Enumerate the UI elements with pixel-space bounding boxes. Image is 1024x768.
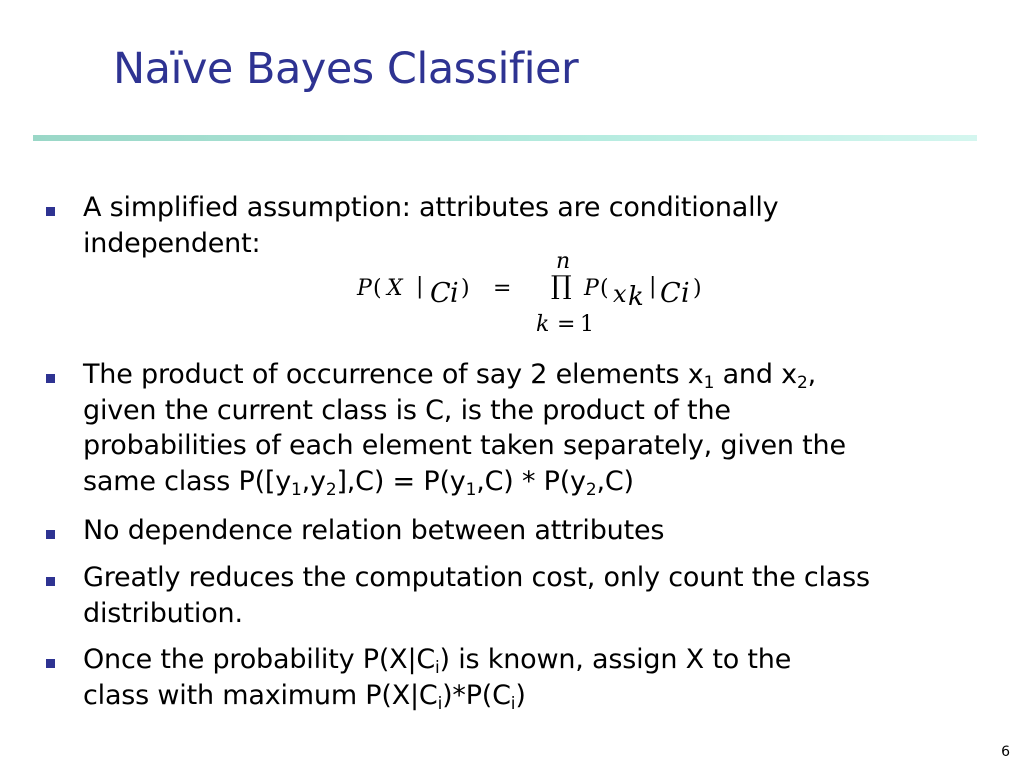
bullet-2-line-1: The product of occurrence of say 2 elements $x_1$ and $x_2$,: [83, 359, 816, 393]
bullet-4-line-2: distribution.: [83, 597, 243, 629]
bullet-3-text: [83, 513, 983, 549]
formula-rhs-k: k: [628, 282, 644, 312]
formula-rhs-P: P: [584, 276, 599, 301]
bullet-1-line-1: A simplified assumption: attributes are conditionally: [83, 192, 779, 223]
formula-equals: =: [493, 276, 512, 301]
formula-product-symbol: ∏: [551, 271, 572, 301]
formula-rhs-C: C: [660, 278, 681, 309]
bullet-marker: [46, 207, 55, 216]
bullet-4-line-1: Greatly reduces the computation cost, only count the class: [83, 562, 870, 593]
formula-lhs-P: P: [357, 276, 372, 301]
formula-product-lower-k: k: [536, 312, 550, 337]
formula-lhs-C: C: [430, 278, 451, 309]
bullet-2-line-4: same class $P([y_1,y_2],C) = P(y_1,C) * P(y_2,C)$: [83, 465, 634, 500]
formula-rhs-bar: |: [649, 274, 657, 299]
bullet-3-line-1: No dependence relation between attributes: [83, 515, 665, 546]
bullet-2-text: [83, 357, 983, 499]
formula-lhs-close: ): [461, 276, 470, 301]
bullet-marker: [46, 577, 55, 586]
bullet-4-text: [83, 560, 983, 631]
formula-product-upper: n: [556, 249, 571, 274]
formula-lhs-i: i: [450, 278, 459, 309]
formula-rhs-i: i: [681, 278, 690, 309]
bullet-1-line-2: independent:: [83, 227, 261, 259]
slide-title: Naïve Bayes Classifier: [113, 44, 579, 94]
title-underline: [33, 135, 977, 141]
formula-product-lower-1: 1: [580, 312, 594, 337]
bullet-marker: [46, 374, 55, 383]
bullet-5-line-2: class with maximum $P(X|C_i)*P(C_i)$: [83, 679, 526, 714]
formula-rhs-close: ): [693, 276, 702, 301]
page-number: 6: [1001, 744, 1010, 760]
formula-product-lower-eq: =: [557, 312, 576, 337]
formula-lhs-X: X: [387, 276, 403, 301]
bullet-2-line-3: probabilities of each element taken separately, given the: [83, 430, 846, 461]
bullet-marker: [46, 530, 55, 539]
formula-rhs-x: x: [613, 280, 627, 308]
bullet-5-line-1: Once the probability $P(X|C_i)$ is known, assign X to the: [83, 644, 792, 678]
bullet-2-line-2: given the current class is C, is the product of the: [83, 394, 731, 426]
formula-lhs-open: (: [373, 276, 382, 301]
bullet-5-text: [83, 642, 983, 713]
bullet-1-text: [83, 190, 983, 261]
formula-rhs-open: (: [600, 276, 609, 301]
formula-lhs-bar: |: [416, 274, 424, 299]
bullet-marker: [46, 659, 55, 668]
